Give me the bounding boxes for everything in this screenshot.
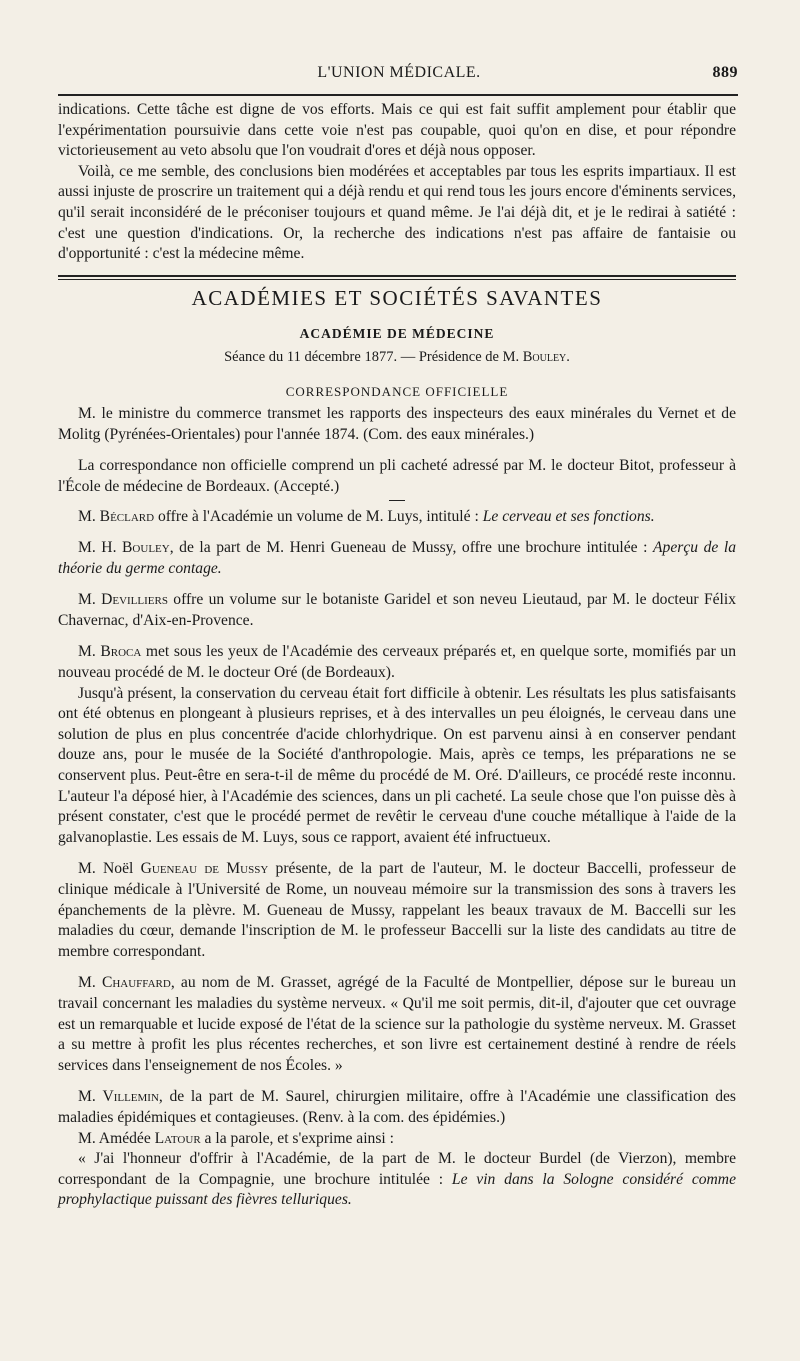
journal-title: L'UNION MÉDICALE. <box>317 64 481 81</box>
section-title: ACADÉMIES ET SOCIÉTÉS SAVANTES <box>191 285 603 310</box>
intro-paragraph-2: Voilà, ce me semble, des conclusions bien modérées et acceptables par tous les esprits impartiaux. Il est aussi injuste de proscrire un traitement qui a déjà rendu et qui rend tous les jours encore d'éminents services, qu'il serait inconsidéré de le préconiser toujours et quand même. Je l'ai déjà dit, et je le redirai à satiété : c'est une question d'indications. Or, la recherche des indications n'est pas affaire de fantaisie ou d'opportunité : c'est la médecine même. <box>58 162 736 263</box>
paragraph-chauffard: M. Chauffard, au nom de M. Grasset, agrégé de la Faculté de Montpellier, dépose sur le bureau un travail concernant les maladies du système nerveux. « Qu'il me soit permis, dit-il, d'ajouter que cet ouvrage est un remarquable et lucide exposé de l'état de la science sur la pathologie du système nerveux. M. Grasset a su mettre à profit les plus récentes recherches, et son livre est certainement destiné à rendre de réels services dans l'enseignement de nos Écoles. » <box>58 974 736 1074</box>
paragraph-gueneau: M. Noël Gueneau de Mussy présente, de la part de l'auteur, M. le docteur Baccelli, professeur de clinique médicale à l'Université de Rome, un nouveau mémoire sur la transmission des sons à travers les épanchements de la plèvre. M. Gueneau de Mussy, rappelant les beaux travaux de M. Baccelli sur les maladies du cœur, demande l'inscription de M. le professeur Baccelli sur la liste des candidats au titre de membre correspondant. <box>58 860 736 960</box>
section-divider <box>58 275 736 280</box>
paragraph-correspondance: La correspondance non officielle comprend un pli cacheté adressé par M. le docteur Bitot, professeur à l'École de médecine de Bordeaux. (Accepté.) <box>58 457 736 495</box>
short-dash-divider <box>389 500 405 501</box>
paragraph-latour: M. Amédée Latour a la parole, et s'exprime ainsi : <box>78 1129 394 1147</box>
paragraph-beclard: M. Béclard offre à l'Académie un volume de M. Luys, intitulé : Le cerveau et ses fonctions. <box>78 507 655 525</box>
correspondence-heading: CORRESPONDANCE OFFICIELLE <box>285 383 509 399</box>
paragraph-ministre: M. le ministre du commerce transmet les rapports des inspecteurs des eaux minérales du Vernet et de Molitg (Pyrénées-Orientales) pour l'année 1874. (Com. des eaux minérales.) <box>58 405 736 443</box>
paragraph-bouley: M. H. Bouley, de la part de M. Henri Gueneau de Mussy, offre une brochure intitulée : Aperçu de la théorie du germe contage. <box>58 539 736 577</box>
paragraph-burdel-quote: « J'ai l'honneur d'offrir à l'Académie, de la part de M. le docteur Burdel (de Vierzon), membre correspondant de la Compagnie, une brochure intitulée : Le vin dans la Sologne considéré comme prophylactique puissant des fièvres telluriques. <box>58 1150 736 1209</box>
paragraph-villemin: M. Villemin, de la part de M. Saurel, chirurgien militaire, offre à l'Académie une classification des maladies épidémiques et contagieuses. (Renv. à la com. des épidémies.) <box>58 1088 736 1126</box>
session-text: Séance du 11 décembre 1877. — Présidence de M. <box>224 348 520 365</box>
running-head <box>60 62 738 92</box>
intro-paragraph-1: indications. Cette tâche est digne de vos efforts. Mais ce qui est fait suffit amplement pour établir que l'expérimentation poursuivie dans cette voie n'est pas coupable, quoi qu'on en dise, et pour répondre victorieusement au veto absolu que l'on voudrait d'ores et déjà nous opposer. <box>58 101 736 160</box>
paragraph-broca: M. Broca met sous les yeux de l'Académie des cerveaux préparés et, en quelque sorte, momifiés par un nouveau procédé de M. le docteur Oré (de Bordeaux). <box>58 643 736 682</box>
page-number: 889 <box>712 64 738 81</box>
president-name: Bouley <box>522 348 567 365</box>
paragraph-devilliers: M. Devilliers offre un volume sur le botaniste Garidel et son neveu Lieutaud, par M. le docteur Félix Chavernac, d'Aix-en-Provence. <box>58 591 736 629</box>
header-rule <box>58 94 738 96</box>
text-column <box>58 100 736 1211</box>
academy-heading: ACADÉMIE DE MÉDECINE <box>299 326 495 342</box>
session-line: Séance du 11 décembre 1877. — Présidence de M. Bouley. <box>224 348 570 365</box>
paragraph-conservation: Jusqu'à présent, la conservation du cerveau était fort difficile à obtenir. Les résultats les plus satisfaisants ont été obtenus en plongeant à plusieurs reprises, et à des intervalles un peu éloignés, le cerveau dans une solution de plus en plus concentrée d'acide chlorhydrique. On est parvenu ainsi à en conserver pendant douze ans, pour le musée de la Société d'anthropologie. Mais, après ce temps, les préparations ne se conservent plus. Peut-être en sera-t-il de même du procédé de M. Oré. D'ailleurs, ce procédé reste inconnu. L'auteur l'a déposé hier, à l'Académie des sciences, dans un pli cacheté. La seule chose que l'on puisse dès à présent constater, c'est que le procédé permet de revêtir le cerveau d'une couche métallique à l'aide de la galvanoplastie. Les essais de M. Luys, sous ce rapport, avaient été infructueux. <box>58 684 736 846</box>
